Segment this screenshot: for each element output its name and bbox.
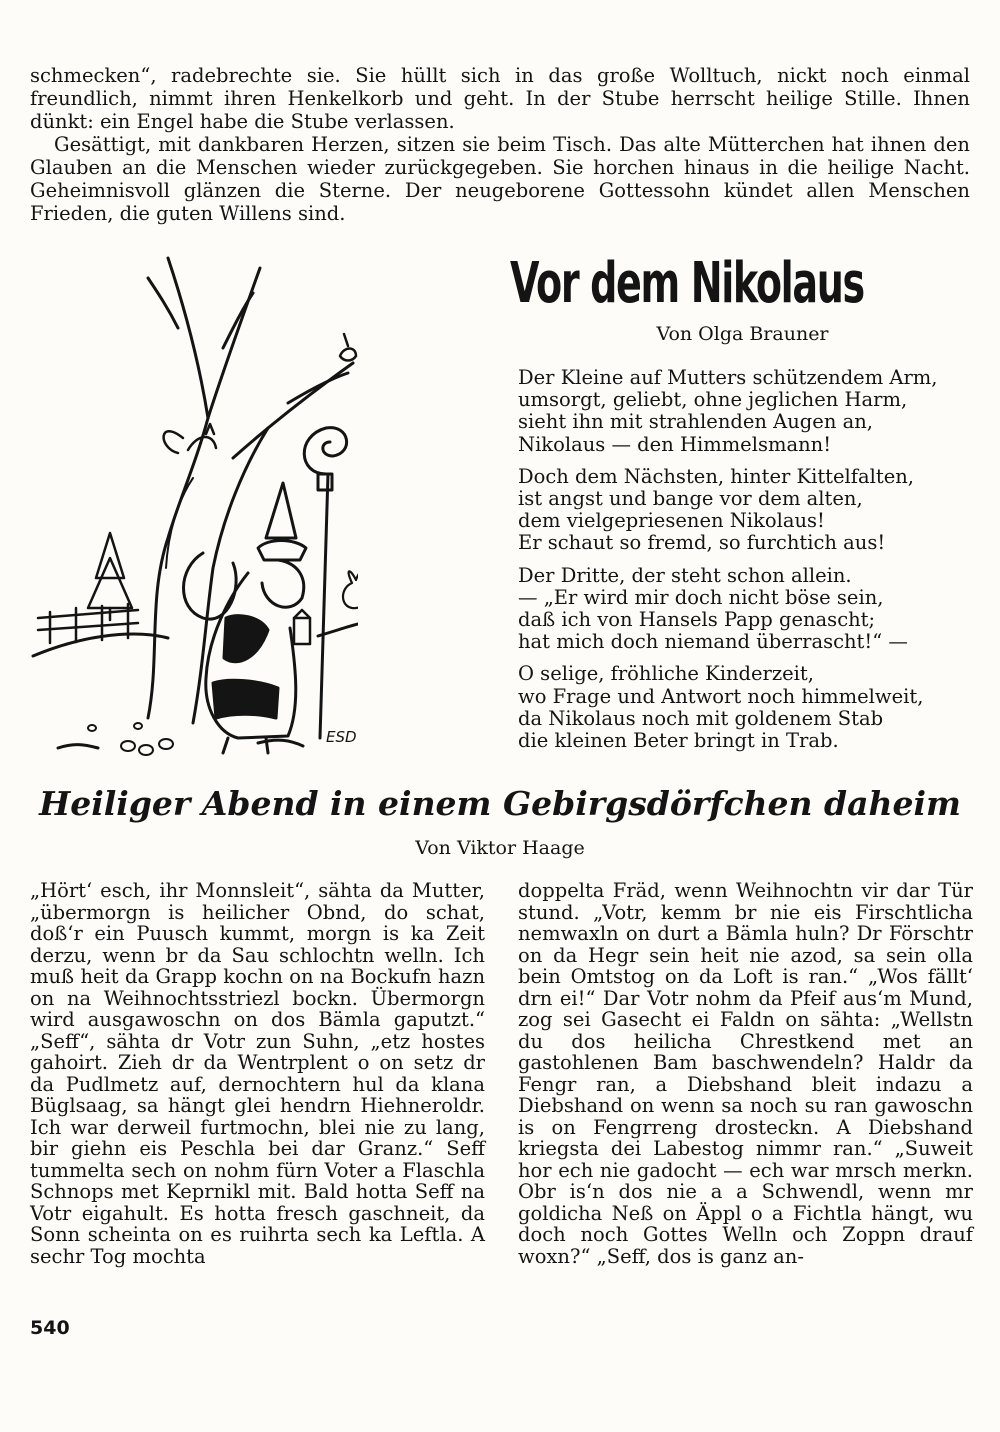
fence [38,604,138,643]
poem-line: Doch dem Nächsten, hinter Kittelfalten, [518,464,914,488]
fir-tree [88,533,132,620]
poem-line: — „Er wird mir doch nicht böse sein, [518,585,884,609]
story-title: Heiliger Abend in einem Gebirgsdörfchen daheim [39,784,961,823]
squirrel-icon [164,424,216,453]
poem-title: Vor dem Nikolaus [510,251,864,316]
nikolaus-figure [183,483,306,753]
poem-line: umsorgt, geliebt, ohne jeglichen Harm, [518,388,908,412]
poem-line: Der Kleine auf Mutters schützendem Arm, [518,366,938,389]
poem-stanza [518,565,978,654]
footprints [88,723,173,755]
poem-line: dem vielgepriesenen Nikolaus! [518,509,825,533]
page-number: 540 [30,1317,70,1339]
intro-text [30,64,970,225]
illustration-signature: ESD [326,728,357,746]
poem-line: O selige, fröhliche Kinderzeit, [518,662,814,686]
intro-paragraph: schmecken“, radebrechte sie. Sie hüllt sich in das große Wolltuch, nickt noch einmal freundlich, nimmt ihren Henkelkorb und geht. In der Stube herrscht heilige Stille. Ihnen dünkt: ein Engel habe die Stube verlassen. [30,64,970,133]
poem-line: Der Dritte, der steht schon allein. [518,563,852,587]
poem-body [518,367,978,762]
poem-line: ist angst und bange vor dem alten, [518,487,863,511]
poem-line: Nikolaus — den Himmelsmann! [518,432,832,456]
bishop-staff [304,428,346,738]
poem-stanza [518,663,978,752]
poem-line: Er schaut so fremd, so furchtich aus! [518,531,886,555]
bird-icon [340,334,356,361]
story-text-right: doppelta Fräd, wenn Weihnochtn vir dar Tür stund. „Votr, kemm br nie eis Firschtlicha nemwaxln on durt a Bämla huln? Dr Förschtr on da Hegr sein heit nie azod, sa sein olla bein Omtstog on da Loft is ran.“ „Wos fällt‘ drn ei!“ Dar Votr nohm da Pfeif aus‘m Mund, zog sei Gasecht ei Faldn on sähta: „Wellstn du dos heilicha Chrestkend met an gastohlenen Bam baschwendeln? Haldr da Fengr ran, a Diebshand bleit indazu a Diebshand on wenn sa noch su ran gawoschn is on Fengrreng drosteckn. A Diebshand kriegsta dei Labestog nimmr ran.“ „Suweit hor ech nie gadocht — ech war mrsch merkn. Obr is‘n dos nie a a Schwendl, wenn mr goldicha Neß on Äppl o a Fichtla hängt, wu doch noch Gottes Welln och Zoppn drauf woxn?“ „Seff, dos is ganz an- [518,879,973,1268]
story-column-left [30,880,485,1267]
nikolaus-illustration [28,238,358,768]
poem-stanza [518,367,978,456]
poem-line: hat mich doch niemand überrascht!“ — [518,630,908,654]
bunnies-icon [343,571,358,616]
poem-line: die kleinen Beter bringt in Trab. [518,729,839,753]
story-author: Von Viktor Haage [415,837,585,859]
poem-stanza [518,466,978,555]
poem-line: da Nikolaus noch mit goldenem Stab [518,706,884,730]
poem-line: sieht ihn mit strahlenden Augen an, [518,410,873,434]
poem-author: Von Olga Brauner [656,323,829,345]
story-column-right [518,880,973,1267]
story-text-left: „Hört‘ esch, ihr Monnsleit“, sähta da Mutter, „übermorgn is heilicher Obnd, do schat, doß‘r ein Puusch kummt, morgn is ka Zeit derzu, wenn br da Sau schlochtn welln. Ich muß heit da Grapp kochn on na Bockufn hazn on na Weihnochtsstriezl bockn. Übermorgn wird ausgawoschn on dos Bämla gaputzt.“ „Seff“, sähta dr Votr zun Suhn, „etz hostes gahoirt. Zieh dr da Wentrplent o on setz dr da Pudlmetz auf, dernochtern hul da klana Büglsaag, sa hängt glei hendrn Hiehneroldr. Ich war derweil furtmochn, blei nie zu lang, bir giehn eis Peschla bei dar Granz.“ Seff tummelta sech on nohm fürn Voter a Flaschla Schnops met Keprnikl mit. Bald hotta Seff na Votr eigahult. Es hotta fresch gaschneit, da Sonn scheinta on es ruihrta sech ka Leftla. A sechr Tog mochta [30,879,485,1268]
lantern-icon [294,610,310,644]
poem-line: daß ich von Hansels Papp genascht; [518,608,876,632]
intro-paragraph: Gesättigt, mit dankbaren Herzen, sitzen sie beim Tisch. Das alte Mütterchen hat ihnen den Glauben an die Menschen wieder zurückgegeben. Sie horchen hinaus in die heilige Nacht. Geheimnisvoll glänzen die Sterne. Der neugeborene Gottessohn kündet allen Menschen Frieden, die guten Willens sind. [30,133,970,225]
poem-line: wo Frage und Antwort noch himmelweit, [518,684,924,708]
